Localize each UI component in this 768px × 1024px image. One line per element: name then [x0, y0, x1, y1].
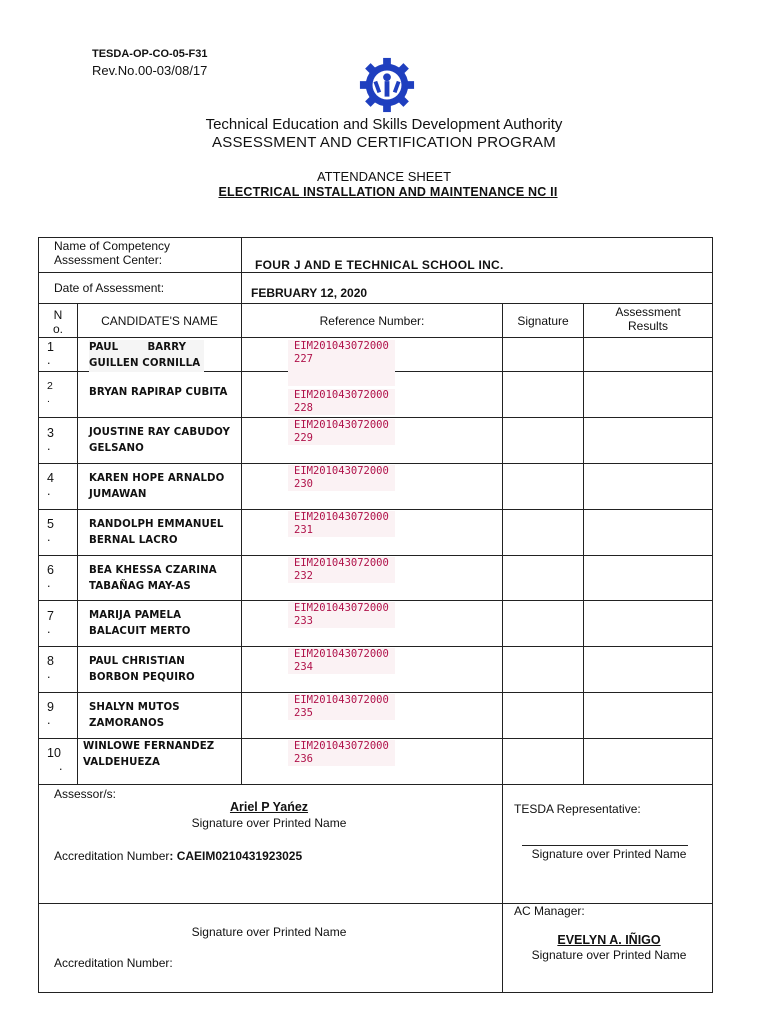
program-title: ASSESSMENT AND CERTIFICATION PROGRAM	[212, 134, 556, 151]
qualification-title: ELECTRICAL INSTALLATION AND MAINTENANCE NC II	[218, 185, 558, 199]
reference-number: EIM201043072000 230	[288, 465, 395, 491]
candidate-name: WINLOWE FERNANDEZ VALDEHUEZA	[83, 741, 215, 768]
assessor-label: Assessor/s:	[54, 787, 117, 801]
reference-number: EIM201043072000 236	[288, 740, 395, 766]
center-name: FOUR J AND E TECHNICAL SCHOOL INC.	[255, 258, 504, 272]
candidate-name: KAREN HOPE ARNALDO JUMAWAN	[89, 473, 225, 500]
assessor-signature-caption: Signature over Printed Name	[191, 816, 347, 830]
candidate-name: JOUSTINE RAY CABUDOY GELSANO	[89, 427, 231, 454]
tesda-signature-caption: Signature over Printed Name	[531, 847, 687, 861]
sheet-title: ATTENDANCE SHEET	[316, 169, 452, 184]
row-number: 4 .	[47, 471, 54, 498]
reference-number: EIM201043072000 227	[288, 340, 395, 386]
ac-manager-name: EVELYN A. IÑIGO	[557, 933, 661, 947]
reference-number: EIM201043072000 229	[288, 419, 395, 445]
candidate-name: BEA KHESSA CZARINA TABAÑAG MAY-AS	[89, 565, 217, 592]
reference-number: EIM201043072000 232	[288, 557, 395, 583]
accreditation-number: Accreditation Number: CAEIM0210431923025	[54, 849, 303, 863]
reference-number: EIM201043072000 233	[288, 602, 395, 628]
column-results: Assessment Results	[615, 305, 681, 333]
reference-number: EIM201043072000 234	[288, 648, 395, 674]
ac-manager-label: AC Manager:	[514, 904, 585, 918]
reference-number: EIM201043072000 228	[288, 389, 395, 415]
row-number: 6 .	[47, 563, 54, 590]
candidate-name: BRYAN RAPIRAP CUBITA	[89, 387, 228, 398]
row-number: 8 .	[47, 654, 54, 681]
candidate-name: RANDOLPH EMMANUEL BERNAL LACRO	[89, 519, 224, 546]
column-signature: Signature	[517, 314, 569, 328]
column-reference: Reference Number:	[319, 314, 425, 328]
column-candidate-name: CANDIDATE'S NAME	[101, 314, 218, 328]
assessor-name: Ariel P Yańez	[229, 800, 309, 814]
row-number: 10 .	[47, 746, 63, 773]
candidate-name: SHALYN MUTOS ZAMORANOS	[89, 702, 180, 729]
column-no: N o.	[52, 308, 63, 336]
reference-number: EIM201043072000 231	[288, 511, 395, 537]
blank-signature-caption: Signature over Printed Name	[191, 925, 347, 939]
row-number: 3 .	[47, 426, 54, 453]
candidate-name: MARIJA PAMELA BALACUIT MERTO	[89, 610, 191, 637]
row-number: 5 .	[47, 517, 54, 544]
revision-number: Rev.No.00-03/08/17	[92, 63, 208, 78]
tesda-representative-label: TESDA Representative:	[514, 802, 641, 816]
candidate-name: PAUL BARRY GUILLEN CORNILLA	[89, 340, 204, 372]
candidate-name: PAUL CHRISTIAN BORBON PEQUIRO	[89, 656, 195, 683]
reference-number: EIM201043072000 235	[288, 694, 395, 720]
attendance-table	[38, 237, 713, 993]
organization-name: Technical Education and Skills Development Authority	[205, 116, 563, 133]
row-number: 2 .	[47, 380, 53, 405]
ac-manager-signature-caption: Signature over Printed Name	[531, 948, 687, 962]
row-number: 7 .	[47, 609, 54, 636]
date-label: Date of Assessment:	[54, 281, 165, 295]
center-label: Name of Competency Assessment Center:	[54, 239, 171, 267]
assessment-date: FEBRUARY 12, 2020	[251, 286, 368, 300]
row-number: 9 .	[47, 700, 54, 727]
tesda-logo-icon	[358, 56, 416, 114]
document-code: TESDA-OP-CO-05-F31	[92, 48, 208, 60]
row-number: 1 .	[47, 340, 54, 367]
accreditation-number-blank: Accreditation Number:	[54, 956, 173, 970]
